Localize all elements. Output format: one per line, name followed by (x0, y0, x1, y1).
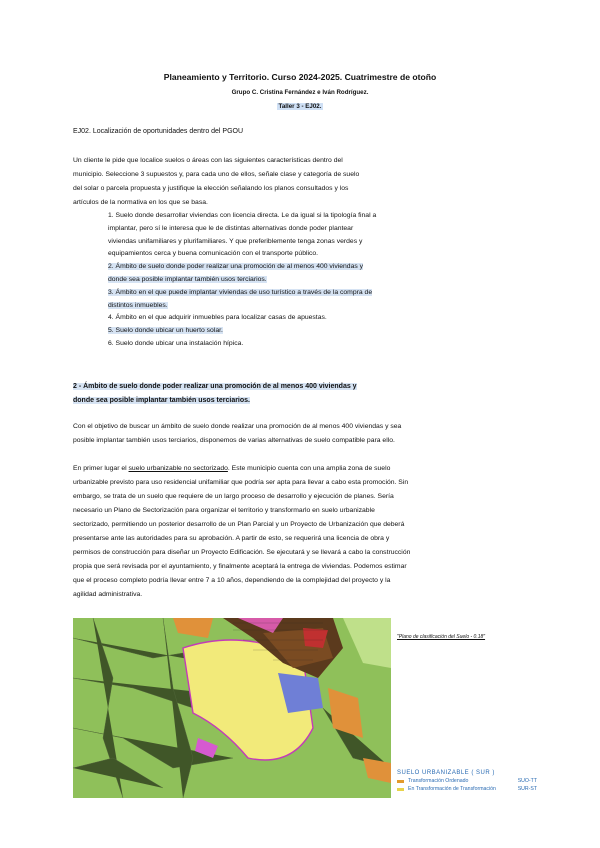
figure-caption: "Plano de clasificación del Suelo - 0.18" (397, 634, 486, 640)
authors: Grupo C. Cristina Fernández e Iván Rodríguez. (231, 89, 369, 96)
list-item: 4. Ámbito en el que adquirir inmuebles para localizar casas de apuestas. (108, 314, 327, 322)
section-title: EJ02. Localización de oportunidades dentro del PGOU (73, 128, 244, 135)
list-item: 1. Suelo donde desarrollar viviendas con licencia directa. Le da igual si la tipología final a implantar, pero sí le interesa que le de distintas alternativas donde poder plantear viviendas unifamiliares y plurifamiliares. Y que preferiblemente tenga zonas verdes y equipamientos cerca y buena comunicación con el transporte público. (108, 212, 377, 258)
workshop-label: Taller 3 - EJ02. (278, 103, 322, 110)
paragraph-1: Con el objetivo de buscar un ámbito de suelo donde realizar una promoción de al menos 400 viviendas y sea posible implantar también usos terciarios, disponemos de varias alternativas de suelo compatible para ello. (73, 423, 402, 444)
list-item: 5. Suelo donde ubicar un huerto solar. (108, 327, 223, 335)
classification-map (73, 618, 391, 798)
list-item: 3. Ámbito en el que puede implantar viviendas de uso turístico a través de la compra de distintos inmuebles. (108, 288, 373, 309)
list-item: 2. Ámbito de suelo donde poder realizar una promoción de al menos 400 viviendas y donde sea posible implantar también usos terciarios. (108, 263, 364, 283)
legend-swatch (397, 780, 404, 783)
list-item: 6. Suelo donde ubicar una instalación hípica. (108, 339, 244, 347)
page-title: Planeamiento y Territorio. Curso 2024-2025. Cuatrimestre de otoño (163, 72, 437, 82)
map-legend (397, 770, 537, 792)
paragraph-2: En primer lugar el suelo urbanizable no sectorizado. Este municipio cuenta con una amplia zona de suelo urbanizable previsto para uso residencial unifamiliar que podría ser apta para llevar a cabo esta promoción. Sin embargo, se trata de un suelo que requiere de un largo proceso de desarrollo y ejecución de planes. Sería necesario un Plano de Sectorización para organizar el territorio y transformarlo en suelo urbanizable sectorizado, permitiendo un posterior desarrollo de un Plan Parcial y un Proyecto de Urbanización que deberá presentarse ante las autoridades para su aprobación. A partir de esto, se requerirá una licencia de obra y permisos de construcción para diseñar un Proyecto Edificación. Se ejecutará y se llevará a cabo la construcción propia que será revisada por el ayuntamiento, y finalmente aceptará la entrega de viviendas. Podemos estimar que el proceso completo podría llevar entre 7 a 10 años, dependiendo de la complejidad del proyecto y la agilidad administrativa. (73, 465, 411, 598)
subheading: 2 - Ámbito de suelo donde poder realizar una promoción de al menos 400 viviendas y donde sea posible implantar también usos terciarios. (73, 383, 357, 404)
legend-row: En Transformación de Transformación SUR-ST (397, 786, 537, 792)
legend-title: SUELO URBANIZABLE ( SUR ) (397, 770, 495, 776)
legend-row: Transformación Ordenado SUO-TT (397, 778, 537, 784)
legend-swatch (397, 788, 404, 791)
intro-paragraph: Un cliente le pide que localice suelos o áreas con las siguientes características dentro del municipio. Seleccione 3 supuestos y, para cada uno de ellos, señale clase y categoría de suelo del solar o parcela propuesta y justifique la elección señalando los planos consultados y los artículos de la normativa en los que se basa. (73, 157, 360, 206)
requirement-list (108, 210, 478, 351)
underlined-term: suelo urbanizable no sectorizado (128, 465, 228, 472)
